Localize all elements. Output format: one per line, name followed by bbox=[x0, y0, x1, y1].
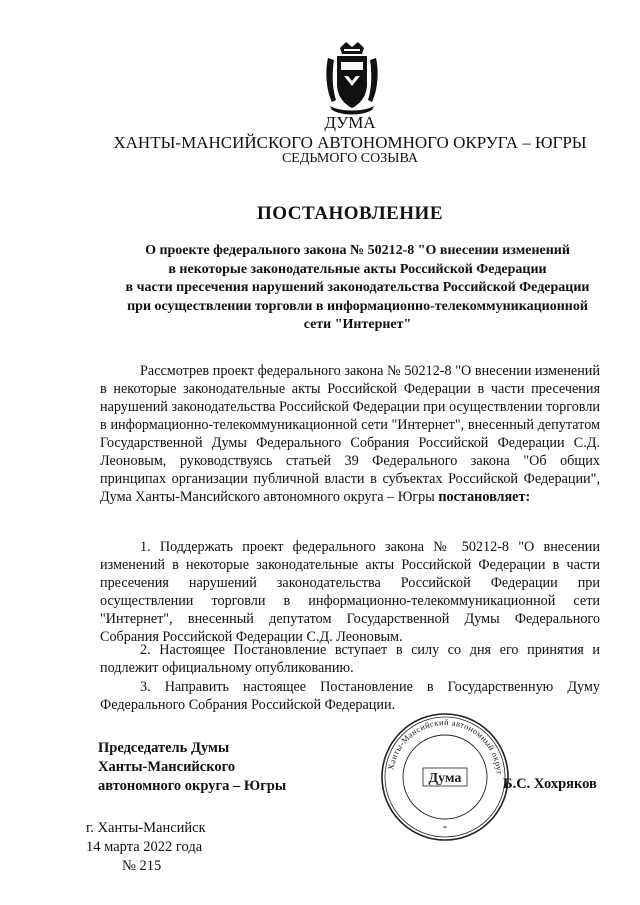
signatory-title bbox=[98, 739, 286, 796]
subject-line: в части пресечения нарушений законодательства Российской Федерации bbox=[125, 280, 590, 295]
subject-line: в некоторые законодательные акты Российской Федерации bbox=[168, 261, 547, 277]
seal-center-text: Дума bbox=[428, 771, 462, 786]
coat-of-arms-emblem bbox=[322, 40, 382, 118]
preamble-paragraph bbox=[100, 362, 600, 506]
org-name: ДУМА bbox=[324, 113, 376, 132]
document-number: № 215 bbox=[122, 858, 162, 874]
resolution-item-2: 2. Настоящее Постановление вступает в силу со дня его принятия и подлежит официальному опубликованию. bbox=[100, 642, 600, 676]
signatory-title-line: Ханты-Мансийского bbox=[98, 759, 236, 775]
seal-ring-text: Ханты-Мансийский автономный округ bbox=[385, 716, 505, 776]
resolution-item-3: 3. Направить настоящее Постановление в Государственную Думу Федерального Собрания Российской Федерации. bbox=[100, 679, 600, 713]
preamble-text: Рассмотрев проект федерального закона № 50212-8 "О внесении изменений в некоторые законодательные акты Российской Федерации в части пресечения нарушений законодательства Российской Федерации при осуществлении торговли в информационно-телекоммуникационной сети "Интернет", внесенный депутатом Государственной Думы Федерального Собрания Российской Федерации С.Д. Леоновым, руководствуясь статьей 39 Федерального закона "Об общих принципах организации публичной власти в субъектах Российской Федерации", Дума Ханты-Мансийского автономного округа – Югры bbox=[100, 363, 600, 505]
subject-line: сети "Интернет" bbox=[303, 317, 412, 332]
document-footer bbox=[86, 819, 206, 876]
preamble-decision: постановляет: bbox=[438, 489, 531, 505]
official-seal bbox=[378, 710, 512, 844]
subject-line: при осуществлении торговли в информационно-телекоммуникационной bbox=[127, 298, 588, 314]
district-name: ХАНТЫ-МАНСИЙСКОГО АВТОНОМНОГО ОКРУГА – ЮГРЫ bbox=[113, 133, 587, 152]
svg-text:Ханты-Мансийский автономный ок bbox=[385, 717, 505, 775]
signatory-title-line: автономного округа – Югры bbox=[98, 778, 287, 794]
convocation: СЕДЬМОГО СОЗЫВА bbox=[281, 151, 419, 166]
document-subject bbox=[95, 242, 620, 335]
signatory-name: Б.С. Хохряков bbox=[503, 776, 597, 792]
subject-line: О проекте федерального закона № 50212-8 "О внесении изменений bbox=[145, 243, 570, 258]
signatory-title-line: Председатель Думы bbox=[98, 740, 230, 756]
resolution-item-1: 1. Поддержать проект федерального закона № 50212-8 "О внесении изменений в некоторые законодательные акты Российской Федерации в части пресечения нарушений законодательства Российской Федерации при осуществлении торговли в информационно-телекоммуникационной сети "Интернет", внесенный депутатом Государственной Думы Федерального Собрания Российской Федерации С.Д. Леоновым. bbox=[100, 539, 600, 645]
place-of-issue: г. Ханты-Мансийск bbox=[86, 820, 206, 836]
document-title: ПОСТАНОВЛЕНИЕ bbox=[256, 203, 444, 224]
date-of-issue: 14 марта 2022 года bbox=[86, 839, 203, 855]
svg-text:*: * bbox=[443, 824, 447, 833]
